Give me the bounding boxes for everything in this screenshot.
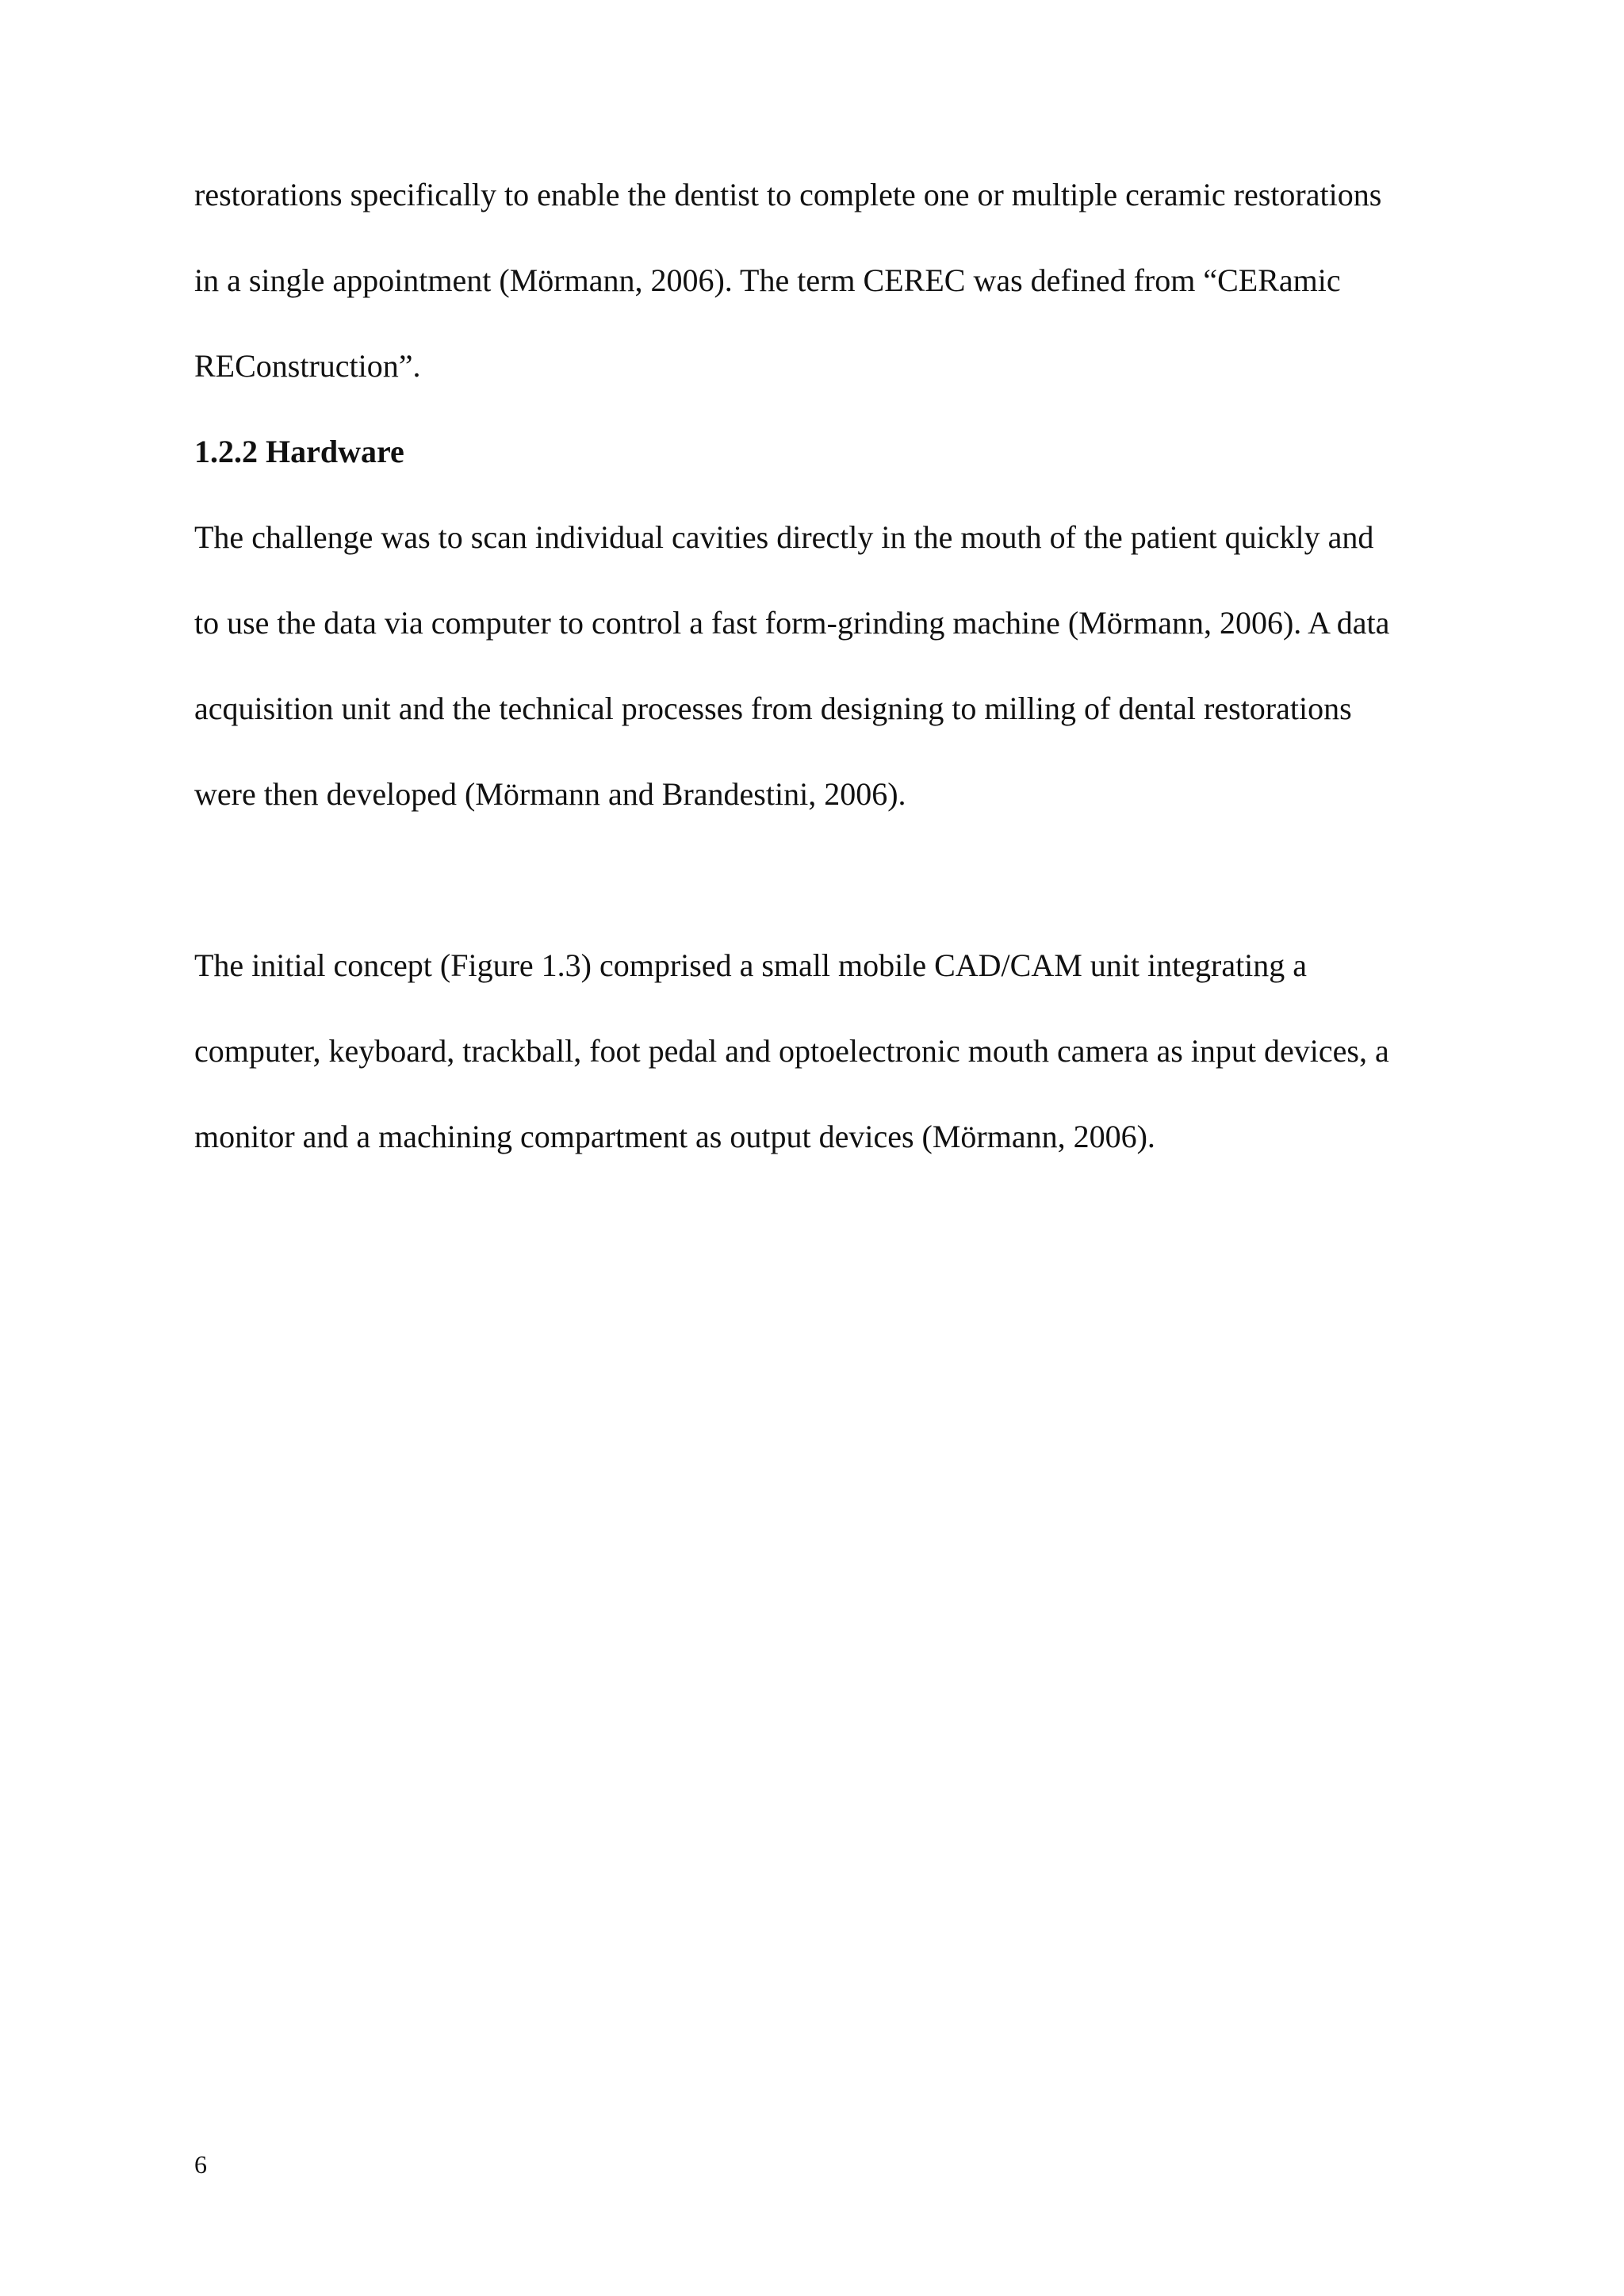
text-line: REConstruction”. (194, 348, 421, 384)
text-line: to use the data via computer to control a fast form-grinding machine (Mörmann, 2006). A data (194, 605, 1390, 641)
text-line: restorations specifically to enable the dentist to complete one or multiple ceramic restorations (194, 177, 1382, 212)
page-number: 6 (194, 2150, 207, 2179)
text-line: were then developed (Mörmann and Brandestini, 2006). (194, 776, 906, 812)
text-line: computer, keyboard, trackball, foot pedal and optoelectronic mouth camera as input devices, a (194, 1033, 1389, 1069)
text-line: The challenge was to scan individual cavities directly in the mouth of the patient quickly and (194, 519, 1374, 555)
text-line: acquisition unit and the technical processes from designing to milling of dental restorations (194, 691, 1352, 726)
text-line: monitor and a machining compartment as output devices (Mörmann, 2006). (194, 1119, 1155, 1154)
section-heading: 1.2.2 Hardware (194, 434, 404, 469)
text-line: The initial concept (Figure 1.3) comprised a small mobile CAD/CAM unit integrating a (194, 947, 1308, 983)
text-line: in a single appointment (Mörmann, 2006). The term CEREC was defined from “CERamic (194, 262, 1341, 298)
